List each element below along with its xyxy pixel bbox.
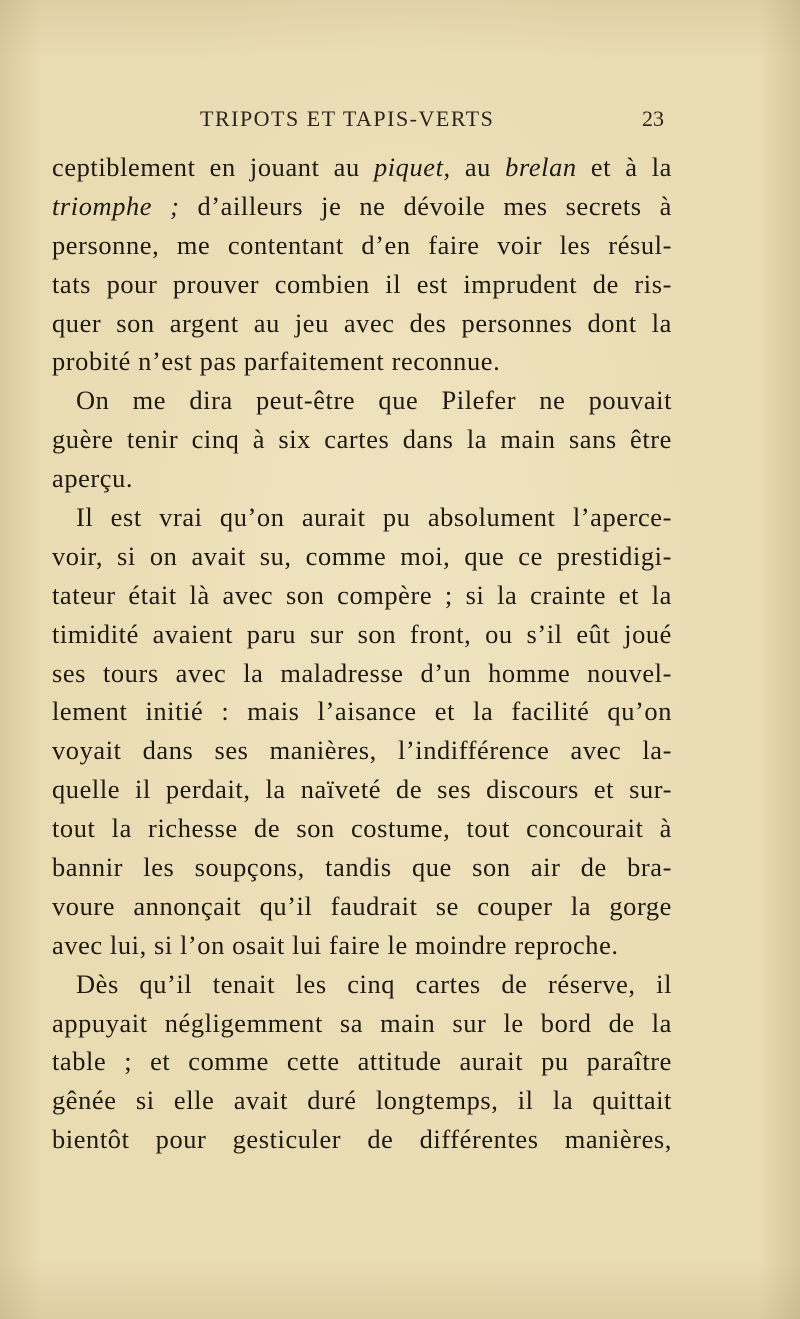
- running-head: [52, 100, 672, 140]
- text-line: [52, 692, 672, 731]
- text-segment: au: [450, 152, 506, 182]
- text-segment: appuyait négligemment sa main sur le bord de la: [52, 1007, 672, 1038]
- text-line: [52, 965, 672, 1004]
- text-segment: voyait dans ses manières, l’indifférence avec la-: [52, 735, 672, 766]
- text-segment: Il est vrai qu’on aurait pu absolument l’aperce-: [76, 502, 672, 533]
- running-title: TRIPOTS ET TAPIS-VERTS: [200, 106, 495, 131]
- italic-text-segment: piquet,: [373, 152, 451, 182]
- text-segment: timidité avaient paru sur son front, ou s’il eût joué: [52, 618, 672, 649]
- text-line: [52, 304, 672, 343]
- text-line: [52, 459, 672, 498]
- text-segment: voir, si on avait su, comme moi, que ce prestidigi-: [52, 540, 672, 571]
- text-line: [52, 731, 672, 770]
- text-segment: On me dira peut-être que Pilefer ne pouvait: [76, 385, 672, 416]
- text-line: [52, 1004, 672, 1043]
- italic-text-segment: brelan: [505, 152, 577, 182]
- text-segment: tout la richesse de son costume, tout concourait à: [52, 813, 672, 844]
- text-line: [52, 848, 672, 887]
- text-segment: table ; et comme cette attitude aurait pu paraître: [52, 1046, 672, 1077]
- text-segment: quer son argent au jeu avec des personnes dont la: [52, 307, 672, 338]
- text-segment: aperçu.: [52, 463, 134, 494]
- text-segment: personne, me contentant d’en faire voir les résul-: [52, 229, 672, 260]
- text-segment: bientôt pour gesticuler de différentes manières,: [52, 1124, 672, 1155]
- text-segment: et à la: [576, 152, 672, 182]
- text-segment: Dès qu’il tenait les cinq cartes de réserve, il: [76, 968, 672, 999]
- text-segment: bannir les soupçons, tandis que son air de bra-: [52, 852, 672, 883]
- text-line: [52, 770, 672, 809]
- text-line: [52, 381, 672, 420]
- text-line: [52, 1120, 672, 1159]
- text-line: [52, 420, 672, 459]
- text-line: [52, 576, 672, 615]
- text-segment: d’ailleurs je ne dévoile mes secrets à: [179, 190, 672, 221]
- text-segment: probité n’est pas parfaitement reconnue.: [52, 346, 501, 377]
- text-segment: voure annonçait qu’il faudrait se couper la gorge: [52, 890, 672, 921]
- text-line: [52, 1042, 672, 1081]
- page-number: 23: [642, 106, 664, 131]
- text-line: [52, 265, 672, 304]
- text-line: [52, 148, 672, 187]
- text-segment: quelle il perdait, la naïveté de ses discours et sur-: [52, 774, 672, 805]
- text-segment: guère tenir cinq à six cartes dans la main sans être: [52, 424, 672, 455]
- text-segment: gênée si elle avait duré longtemps, il la quittait: [52, 1085, 672, 1116]
- text-segment: lement initié : mais l’aisance et la facilité qu’on: [52, 696, 672, 727]
- text-segment: avec lui, si l’on osait lui faire le moindre reproche.: [52, 929, 619, 960]
- text-segment: ses tours avec la maladresse d’un homme nouvel-: [52, 657, 672, 688]
- text-line: [52, 809, 672, 848]
- text-line: [52, 342, 672, 381]
- text-segment: tats pour prouver combien il est imprudent de ris-: [52, 268, 672, 299]
- text-segment: tateur était là avec son compère ; si la crainte et la: [52, 579, 672, 610]
- text-line: [52, 226, 672, 265]
- text-line: [52, 1081, 672, 1120]
- italic-text-segment: triomphe ;: [52, 190, 180, 221]
- text-line: [52, 537, 672, 576]
- text-line: [52, 187, 672, 226]
- body-text: [52, 148, 672, 1159]
- text-segment: ceptiblement en jouant au: [52, 152, 374, 182]
- text-line: [52, 654, 672, 693]
- text-line: [52, 498, 672, 537]
- text-line: [52, 615, 672, 654]
- text-line: [52, 926, 672, 965]
- text-line: [52, 887, 672, 926]
